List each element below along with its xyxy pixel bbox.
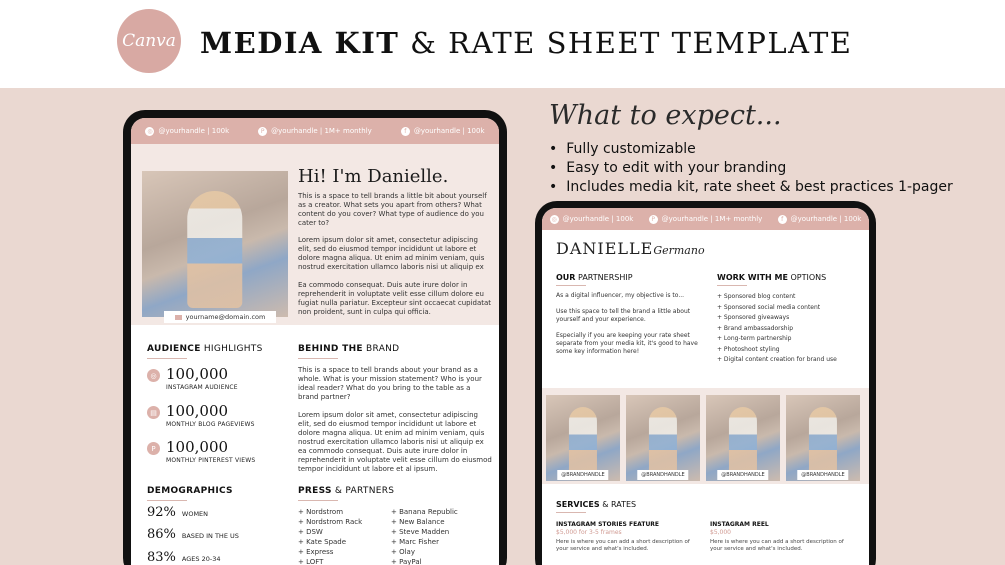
option-item: + Brand ambassadorship [717,324,793,332]
rate-item [556,521,696,553]
divider [556,285,586,286]
profile-photo [142,171,288,317]
email-tag [164,311,276,323]
stat-instagram [147,366,238,391]
press-item: + Express [298,548,334,556]
greeting-heading: Hi! I'm Danielle. [298,166,449,187]
heading-bold: OUR [556,273,576,282]
handle-facebook [778,215,862,224]
signature-text: Germano [653,244,705,257]
press-list-2 [391,507,458,565]
press-item: + PayPal [391,558,422,565]
demographics-heading [147,486,233,496]
canva-logo [117,9,181,73]
person-figure [569,407,597,476]
options-heading [717,273,826,282]
instagram-icon: ◎ [147,369,160,382]
name-signature [556,239,705,258]
rate-description: Here is where you can add a short description of your service and what's included. [556,539,690,552]
title-part-1: MEDIA KIT [200,26,400,60]
rate-sheet-tablet [535,201,876,565]
media-kit-screen [131,118,499,565]
demographic-row [147,527,239,542]
option-item: + Sponsored social media content [717,303,821,311]
rate-title: INSTAGRAM STORIES FEATURE [556,521,660,528]
option-item: + Long-term partnership [717,335,792,342]
partnership-paragraph-1: As a digital influencer, my objective is to... [556,292,685,299]
heading-bold: SERVICES [556,500,600,509]
press-item: + LOFT [298,558,324,565]
stat-value: 100,000 [166,365,229,383]
instagram-icon: ◎ [147,127,153,135]
heading-rest: & PARTNERS [334,486,395,496]
handle-pinterest [258,127,372,136]
brand-paragraph-2: Lorem ipsum dolor sit amet, consectetur adipiscing elit, sed do eiusmod tempor incididunt ut labore et dolore magna aliqua. Ut enim ad minim veniam, quis nostrud exercitation ullamco laboris nisi ut aliquip ex ea commodo consequat. Duis aute irure dolor in reprehenderit in voluptate velit esse cillum do eiusmod tempor incididunt ut labore et al ipsum. [298,411,492,473]
email-text: yourname@domain.com [185,313,266,321]
option-item: + Digital content creation for brand use [717,356,837,363]
press-item: + Kate Spade [298,538,347,546]
rate-sheet-screen [542,208,869,565]
pinterest-icon: P [147,442,160,455]
rate-price: $5,000 [710,529,731,536]
handle-facebook [401,127,485,136]
stat-value: 100,000 [166,438,229,456]
social-handles-bar [542,208,869,230]
rate-title: INSTAGRAM REEL [710,521,769,528]
pinterest-icon: P [258,127,267,136]
rate-price: $5,000 for 3-5 frames [556,529,622,536]
demographic-row [147,550,220,565]
gallery-photo [546,395,620,481]
heading-bold: BEHIND THE [298,344,363,354]
pinterest-icon: P [649,215,658,224]
option-item: + Sponsored giveaways [717,314,790,321]
feature-item: • Fully customizable [549,140,953,159]
feature-list [549,140,953,197]
photo-caption: @BRANDHANDLE [717,470,768,480]
demographic-label: BASED IN THE US [181,532,239,540]
press-item: + Steve Madden [391,528,450,536]
press-item: + Olay [391,548,415,556]
divider [147,500,187,501]
handle-text: @yourhandle | 1M+ monthly [271,127,372,135]
expect-heading: What to expect... [549,100,782,131]
press-item: + Marc Fisher [391,538,439,546]
blog-icon: ▤ [147,406,160,419]
feature-item: • Includes media kit, rate sheet & best practices 1-pager [549,178,953,197]
handle-text: @yourhandle | 1M+ monthly [661,215,763,223]
press-heading [298,486,394,496]
heading-bold: AUDIENCE [147,344,201,354]
demographic-percent: 92% [147,505,176,520]
heading-bold: DEMOGRAPHICS [147,486,233,496]
title-ampersand: & [410,26,438,60]
photo-caption: @BRANDHANDLE [557,470,608,480]
demographic-percent: 86% [147,527,176,542]
demographic-label: WOMEN [181,510,209,518]
rate-item [710,521,850,553]
handle-text: @yourhandle | 100k [562,215,634,223]
divider [298,358,338,359]
options-list [717,292,837,366]
demographic-label: AGES 20-34 [181,555,221,563]
stat-label: MONTHLY PINTEREST VIEWS [166,457,256,464]
intro-paragraph-3: Ea commodo consequat. Duis aute irure dolor in reprehenderit in voluptate velit esse cillum dolore eu fugiat nulla pariatur. Excepteur sint occaecat cupidatat non proident, sunt in culpa qui officia. [298,281,492,316]
handle-instagram [145,127,229,136]
person-figure [649,407,677,476]
person-figure [187,191,242,308]
stat-label: MONTHLY BLOG PAGEVIEWS [166,421,255,428]
press-list-1 [298,507,362,565]
option-item: + Photoshoot styling [717,345,780,353]
photo-caption: @BRANDHANDLE [637,470,688,480]
demographic-row [147,505,208,520]
heading-rest: HIGHLIGHTS [203,344,263,354]
audience-heading [147,344,263,354]
social-handles-bar [131,118,499,144]
stat-label: INSTAGRAM AUDIENCE [166,384,238,391]
facebook-icon: f [401,127,410,136]
press-item: + DSW [298,528,323,536]
divider [147,358,187,359]
services-heading [556,500,636,509]
facebook-icon: f [778,215,787,224]
partnership-heading [556,273,633,282]
divider [298,500,338,501]
media-kit-tablet [123,110,507,565]
divider [556,512,586,513]
stat-blog [147,403,255,428]
feature-item: • Easy to edit with your branding [549,159,953,178]
envelope-icon [175,315,182,320]
intro-paragraph-2: Lorem ipsum dolor sit amet, consectetur adipiscing elit, sed do eiusmod tempor incididunt ut labore et dolore magna aliqua. Ut enim ad minim veniam, quis nostrud exercitation ullamco laboris nisi ut aliquip ex [298,236,485,271]
handle-text: @yourhandle | 100k [158,127,230,135]
handle-text: @yourhandle | 100k [790,215,862,223]
press-item: + Banana Republic [391,508,458,516]
press-item: + New Balance [391,518,445,526]
brand-heading [298,344,399,354]
heading-rest: BRAND [366,344,400,354]
instagram-icon: ◎ [551,215,557,223]
heading-rest: & RATES [602,500,637,509]
press-item: + Nordstrom [298,508,344,516]
intro-paragraph-1: This is a space to tell brands a little bit about yourself as a creator. What sets you apart from others? What content do you cover? What type of audience do you cater to? [298,192,487,227]
divider [717,285,747,286]
person-figure [809,407,837,476]
partnership-paragraph-3: Especially if you are keeping your rate sheet separate from your media kit, it's good to have some key information here! [556,332,698,355]
name-text: DANIELLE [556,239,654,258]
handle-pinterest [649,215,763,224]
demographic-percent: 83% [147,550,176,565]
heading-bold: PRESS [298,486,332,496]
heading-bold: WORK WITH ME [717,273,788,282]
person-figure [729,407,757,476]
page-title [200,26,852,60]
logo-text: Canva [122,31,176,51]
gallery-photo [626,395,700,481]
stat-pinterest [147,439,255,464]
handle-text: @yourhandle | 100k [413,127,485,135]
photo-gallery [542,388,869,484]
heading-rest: OPTIONS [790,273,827,282]
stat-value: 100,000 [166,402,229,420]
heading-rest: PARTNERSHIP [578,273,633,282]
gallery-photo [706,395,780,481]
option-item: + Sponsored blog content [717,293,796,300]
handle-instagram [550,215,634,224]
rate-description: Here is where you can add a short description of your service and what's included. [710,539,844,552]
title-part-2: RATE SHEET TEMPLATE [448,26,853,60]
partnership-paragraph-2: Use this space to tell the brand a little about yourself and your experience. [556,308,691,323]
photo-caption: @BRANDHANDLE [797,470,848,480]
brand-paragraph-1: This is a space to tell brands about your brand as a whole. What is your mission statement? Who is your ideal reader? What do you bring to the table as a brand partner? [298,366,482,401]
gallery-photo [786,395,860,481]
press-item: + Nordstrom Rack [298,518,363,526]
